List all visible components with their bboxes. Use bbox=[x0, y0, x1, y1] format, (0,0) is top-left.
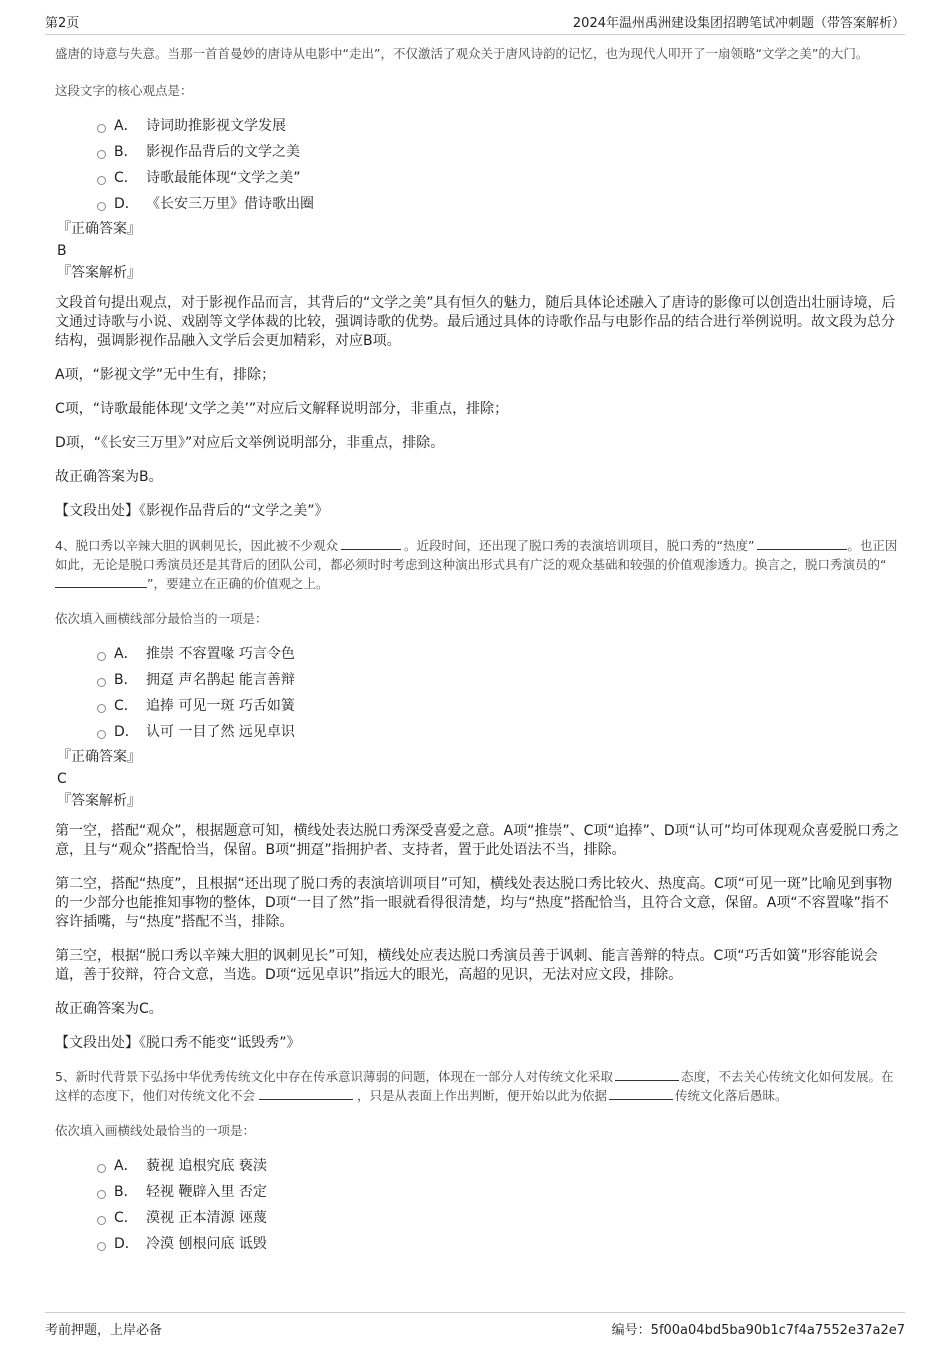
page-footer bbox=[45, 1312, 905, 1338]
q5-option-c[interactable]: C． 漠视 正本清源 诬蔑 bbox=[97, 1204, 902, 1230]
q5-prompt: 依次填入画横线处最恰当的一项是： bbox=[55, 1123, 256, 1138]
q3-source: 【文段出处】《影视作品背后的“文学之美”》 bbox=[55, 503, 329, 519]
q3-analysis-d: D项，“《长安三万里》”对应后文举例说明部分，非重点，排除。 bbox=[55, 435, 445, 451]
radio-icon[interactable] bbox=[97, 150, 106, 159]
q3-option-b[interactable]: B． 影视作品背后的文学之美 bbox=[97, 138, 902, 164]
q3-conclusion: 故正确答案为B。 bbox=[55, 469, 163, 485]
q3-option-d[interactable]: D． 《长安三万里》借诗歌出圈 bbox=[97, 190, 902, 216]
document-title: 2024年温州禹洲建设集团招聘笔试冲刺题（带答案解析） bbox=[572, 16, 905, 31]
blank-3 bbox=[55, 575, 147, 588]
q5-option-d[interactable]: D． 冷漠 刨根问底 诋毁 bbox=[97, 1230, 902, 1256]
q3-answer: B bbox=[57, 243, 67, 259]
q3-options bbox=[55, 112, 902, 216]
blank-1 bbox=[615, 1068, 679, 1081]
radio-icon[interactable] bbox=[97, 1190, 106, 1199]
radio-icon[interactable] bbox=[97, 652, 106, 661]
q4-option-c[interactable]: C． 追捧 可见一斑 巧舌如簧 bbox=[97, 692, 902, 718]
q3-answer-label: 『正确答案』 bbox=[57, 221, 141, 237]
q3-option-a[interactable]: A． 诗词助推影视文学发展 bbox=[97, 112, 902, 138]
q5-options bbox=[55, 1152, 902, 1256]
q4-options bbox=[55, 640, 902, 744]
q4-analysis-label: 『答案解析』 bbox=[57, 793, 141, 809]
q4-conclusion: 故正确答案为C。 bbox=[55, 1001, 163, 1017]
radio-icon[interactable] bbox=[97, 704, 106, 713]
q3-analysis-a: A项，“影视文学”无中生有，排除； bbox=[55, 367, 276, 383]
radio-icon[interactable] bbox=[97, 1242, 106, 1251]
q5-option-a[interactable]: A． 藐视 追根究底 亵渎 bbox=[97, 1152, 902, 1178]
footer-slogan: 考前押题，上岸必备 bbox=[45, 1323, 163, 1338]
radio-icon[interactable] bbox=[97, 730, 106, 739]
q4-option-d[interactable]: D． 认可 一目了然 远见卓识 bbox=[97, 718, 902, 744]
q4-analysis-blank3: 第三空，根据“脱口秀以辛辣大胆的讽刺见长”可知，横线处应表达脱口秀演员善于讽刺、能言善辩的特点。C项“巧舌如簧”形容能说会道，善于狡辩，符合文意，当选。D项“远见卓识”指远大的眼光，高超的见识，无法对应文段，排除。 bbox=[55, 948, 878, 983]
q4-option-a[interactable]: A． 推崇 不容置喙 巧言令色 bbox=[97, 640, 902, 666]
q3-option-c[interactable]: C． 诗歌最能体现“文学之美” bbox=[97, 164, 902, 190]
q5-option-b[interactable]: B． 轻视 鞭辟入里 否定 bbox=[97, 1178, 902, 1204]
radio-icon[interactable] bbox=[97, 1164, 106, 1173]
q3-analysis-c: C项，“诗歌最能体现‘文学之美’”对应后文解释说明部分，非重点，排除； bbox=[55, 401, 509, 417]
blank-2 bbox=[757, 537, 847, 550]
q4-analysis-blank1: 第一空，搭配“观众”，根据题意可知，横线处表达脱口秀深受喜爱之意。A项“推崇”、C项“追捧”、D项“认可”均可体现观众喜爱脱口秀之意，且与“观众”搭配恰当，保留。B项“拥趸”指拥护者、支持者，置于此处语法不当，排除。 bbox=[55, 823, 900, 858]
q4-answer: C bbox=[57, 771, 67, 787]
q3-analysis-label: 『答案解析』 bbox=[57, 265, 141, 281]
q3-prompt: 这段文字的核心观点是： bbox=[55, 83, 193, 98]
q4-analysis-blank2: 第二空，搭配“热度”，且根据“还出现了脱口秀的表演培训项目”可知，横线处表达脱口秀比较火、热度高。C项“可见一斑”比喻见到事物的一少部分也能推知事物的整体，D项“一目了然”指一眼就看得很清楚，均与“热度”搭配恰当，且符合文意，保留。A项“不容置喙”指不容许插嘴，与“热度”搭配不当，排除。 bbox=[55, 876, 893, 930]
q5-stem: 5、新时代背景下弘扬中华优秀传统文化中存在传承意识薄弱的问题，体现在一部分人对传统文化采取 态度，不去关心传统文化如何发展。在这样的态度下，他们对传统文化不会 ，只是从表面上作出判断，便开始以此为依据 传统文化落后愚昧。 bbox=[55, 1069, 894, 1103]
blank-1 bbox=[341, 537, 401, 550]
document-id: 编号：5f00a04bd5ba90b1c7f4a7552e37a2e7 bbox=[611, 1323, 905, 1338]
page-number: 第2页 bbox=[45, 16, 80, 31]
q4-option-b[interactable]: B． 拥趸 声名鹊起 能言善辩 bbox=[97, 666, 902, 692]
page-header bbox=[45, 12, 905, 35]
q4-answer-label: 『正确答案』 bbox=[57, 749, 141, 765]
main-content bbox=[55, 44, 902, 1256]
q4-source: 【文段出处】《脱口秀不能变“诋毁秀”》 bbox=[55, 1035, 301, 1051]
q4-stem: 4、脱口秀以辛辣大胆的讽刺见长，因此被不少观众 。近段时间，还出现了脱口秀的表演培训项目，脱口秀的“热度” 。也正因如此，无论是脱口秀演员还是其背后的团队公司，都必须时时考虑到这种演出形式具有广泛的观众基础和较强的价值观渗透力。换言之，脱口秀演员的“”，要建立在正确的价值观之上。 bbox=[55, 538, 898, 591]
q3-passage: 盛唐的诗意与失意。当那一首首曼妙的唐诗从电影中“走出”，不仅激活了观众关于唐风诗韵的记忆，也为现代人叩开了一扇领略“文学之美”的大门。 bbox=[55, 46, 869, 61]
q4-prompt: 依次填入画横线部分最恰当的一项是： bbox=[55, 611, 268, 626]
blank-2 bbox=[259, 1087, 353, 1100]
radio-icon[interactable] bbox=[97, 176, 106, 185]
radio-icon[interactable] bbox=[97, 124, 106, 133]
radio-icon[interactable] bbox=[97, 202, 106, 211]
radio-icon[interactable] bbox=[97, 678, 106, 687]
q3-analysis-main: 文段首句提出观点，对于影视作品而言，其背后的“文学之美”具有恒久的魅力，随后具体论述融入了唐诗的影像可以创造出壮丽诗境，后文通过诗歌与小说、戏剧等文学体裁的比较，强调诗歌的优势。最后通过具体的诗歌作品与电影作品的结合进行举例说明。故文段为总分结构，强调影视作品融入文学后会更加精彩，对应B项。 bbox=[55, 295, 896, 349]
radio-icon[interactable] bbox=[97, 1216, 106, 1225]
blank-3 bbox=[609, 1087, 673, 1100]
